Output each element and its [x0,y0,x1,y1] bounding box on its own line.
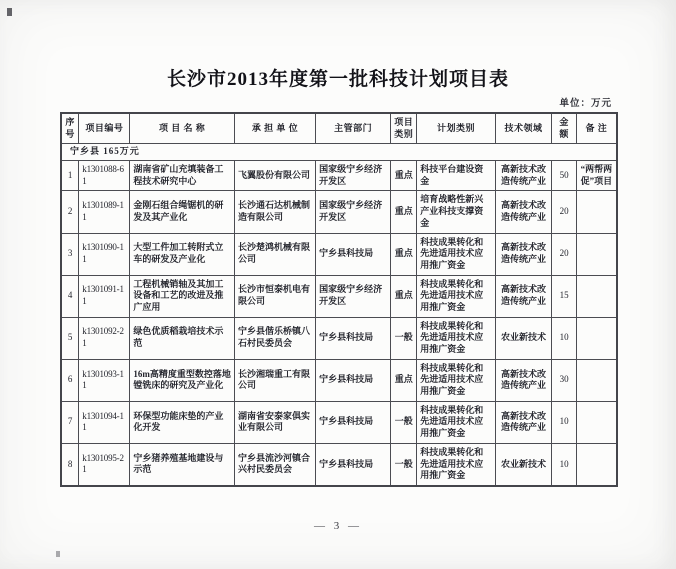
cell-no: 5 [61,317,79,359]
cell-dept: 国家级宁乡经济开发区 [316,275,391,317]
column-header-code: 项目编号 [79,113,130,144]
cell-amount: 10 [552,443,576,486]
cell-unit: 长沙楚鸿机械有限公司 [234,233,315,275]
cell-dept: 宁乡县科技局 [316,443,391,486]
scan-artifact-bottom-left [56,551,60,557]
cell-category: 一般 [391,443,417,486]
cell-dept: 宁乡县科技局 [316,317,391,359]
cell-dept: 宁乡县科技局 [316,401,391,443]
cell-field: 高新技术改造传统产业 [495,233,552,275]
cell-amount: 15 [552,275,576,317]
cell-unit: 长沙湘瑞重工有限公司 [234,359,315,401]
cell-amount: 50 [552,161,576,191]
cell-remark: “两帮两促”项目 [576,161,617,191]
table-row [61,443,617,486]
cell-name: 环保型功能床垫的产业化开发 [130,401,235,443]
cell-code: k1301088-61 [79,161,130,191]
unit-note: 单位：万元 [559,99,612,109]
column-header-amount: 金额 [552,113,576,144]
cell-no: 7 [61,401,79,443]
cell-unit: 湖南省安泰家俱实业有限公司 [234,401,315,443]
cell-plan: 科技成果转化和先进适用技术应用推广资金 [417,443,495,486]
cell-remark [576,443,617,486]
column-header-dept: 主管部门 [316,113,391,144]
cell-field: 农业新技术 [495,317,552,359]
cell-dept: 宁乡县科技局 [316,233,391,275]
scan-artifact-top-left [7,8,12,16]
cell-category: 重点 [391,275,417,317]
cell-code: k1301091-11 [79,275,130,317]
cell-name: 16m高精度重型数控落地镗铣床的研究及产业化 [130,359,235,401]
projects-table [60,112,618,487]
table-row [61,401,617,443]
cell-name: 金刚石组合绳锯机的研发及其产业化 [130,191,235,233]
cell-remark [576,275,617,317]
page-title: 长沙市2013年度第一批科技计划项目表 [166,69,509,90]
cell-no: 6 [61,359,79,401]
table-row [61,359,617,401]
cell-category: 重点 [391,161,417,191]
cell-name: 绿色优质稻栽培技术示范 [130,317,235,359]
cell-code: k1301094-11 [79,401,130,443]
cell-no: 2 [61,191,79,233]
table-row [61,191,617,233]
cell-plan: 科技成果转化和先进适用技术应用推广资金 [417,317,495,359]
cell-field: 高新技术改造传统产业 [495,275,552,317]
cell-name: 宁乡猪养殖基地建设与示范 [130,443,235,486]
table-row [61,161,617,191]
column-header-category: 项目类别 [391,113,417,144]
cell-code: k1301089-11 [79,191,130,233]
column-header-field: 技术领域 [495,113,552,144]
cell-name: 工程机械销轴及其加工设备和工艺的改进及推广应用 [130,275,235,317]
cell-remark [576,359,617,401]
cell-amount: 10 [552,401,576,443]
cell-dept: 宁乡县科技局 [316,359,391,401]
cell-unit: 长沙市恒泰机电有限公司 [234,275,315,317]
cell-name: 湖南省矿山充填装备工程技术研究中心 [130,161,235,191]
cell-amount: 30 [552,359,576,401]
cell-category: 一般 [391,317,417,359]
column-header-plan: 计划类别 [417,113,495,144]
table-row [61,317,617,359]
cell-field: 高新技术改造传统产业 [495,191,552,233]
cell-plan: 科技成果转化和先进适用技术应用推广资金 [417,233,495,275]
cell-field: 高新技术改造传统产业 [495,359,552,401]
cell-plan: 科技平台建设资金 [417,161,495,191]
cell-code: k1301090-11 [79,233,130,275]
cell-remark [576,191,617,233]
cell-remark [576,233,617,275]
cell-field: 农业新技术 [495,443,552,486]
cell-name: 大型工件加工转附式立车的研发及产业化 [130,233,235,275]
cell-category: 重点 [391,359,417,401]
cell-plan: 培育战略性新兴产业科技支撑资金 [417,191,495,233]
cell-dept: 国家级宁乡经济开发区 [316,191,391,233]
cell-amount: 10 [552,317,576,359]
column-header-remark: 备 注 [576,113,617,144]
cell-amount: 20 [552,191,576,233]
group-row [61,144,617,161]
cell-plan: 科技成果转化和先进适用技术应用推广资金 [417,359,495,401]
cell-field: 高新技术改造传统产业 [495,161,552,191]
cell-remark [576,401,617,443]
cell-code: k1301095-21 [79,443,130,486]
cell-no: 4 [61,275,79,317]
cell-dept: 国家级宁乡经济开发区 [316,161,391,191]
table-header-row [61,113,617,144]
group-label: 宁乡县 165万元 [61,144,617,161]
cell-code: k1301093-11 [79,359,130,401]
column-header-no: 序号 [61,113,79,144]
cell-category: 重点 [391,233,417,275]
cell-category: 一般 [391,401,417,443]
cell-no: 3 [61,233,79,275]
cell-no: 1 [61,161,79,191]
cell-code: k1301092-21 [79,317,130,359]
cell-unit: 飞翼股份有限公司 [234,161,315,191]
cell-remark [576,317,617,359]
cell-unit: 宁乡县偕乐桥镇八石村民委员会 [234,317,315,359]
cell-category: 重点 [391,191,417,233]
column-header-name: 项 目 名 称 [130,113,235,144]
cell-unit: 宁乡县流沙河镇合兴村民委员会 [234,443,315,486]
table-row [61,233,617,275]
cell-field: 高新技术改造传统产业 [495,401,552,443]
table-row [61,275,617,317]
cell-unit: 长沙通石达机械制造有限公司 [234,191,315,233]
cell-plan: 科技成果转化和先进适用技术应用推广资金 [417,275,495,317]
cell-amount: 20 [552,233,576,275]
column-header-unit: 承 担 单 位 [234,113,315,144]
cell-no: 8 [61,443,79,486]
page-number: — 3 — [314,520,362,532]
cell-plan: 科技成果转化和先进适用技术应用推广资金 [417,401,495,443]
